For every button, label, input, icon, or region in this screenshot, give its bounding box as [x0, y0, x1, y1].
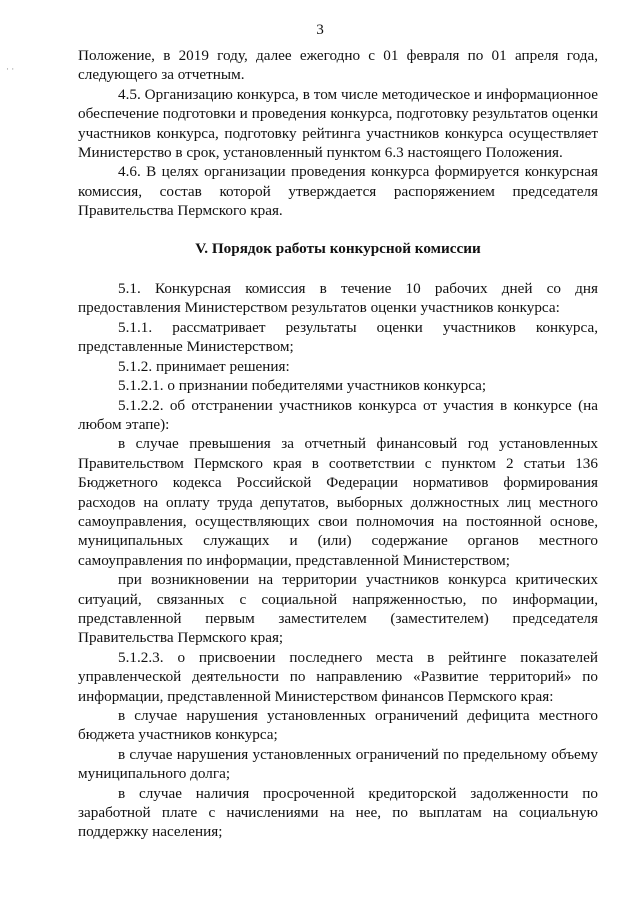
paragraphs-after-heading: [78, 279, 598, 842]
paragraph: 5.1.2.2. об отстранении участников конкурса от участия в конкурсе (на любом этапе):: [78, 396, 598, 433]
paragraph: 5.1.2. принимает решения:: [118, 357, 290, 375]
section-heading: V. Порядок работы конкурсной комиссии: [195, 239, 481, 257]
paragraph: в случае нарушения установленных ограничений дефицита местного бюджета участников конкурса;: [78, 707, 598, 744]
paragraph: в случае превышения за отчетный финансовый год установленных Правительством Пермского края в соответствии с пунктом 2 статьи 136 Бюджетного кодекса Российской Федерации нормативов формирования расходов на оплату труда депутатов, выборных должностных лиц местного самоуправления, осуществляющих свои полномочия на постоянной основе, муниципальных служащих и (или) содержание органов местного самоуправления по информации, представленной Министерством;: [78, 435, 598, 569]
paragraph: 5.1.1. рассматривает результаты оценки участников конкурса, представленные Министерством;: [78, 318, 598, 356]
page-number: 3: [316, 21, 324, 38]
document-body: [78, 46, 598, 842]
scan-artifact: · ·: [6, 64, 15, 74]
paragraph: 5.1.2.3. о присвоении последнего места в рейтинге показателей управленческой деятельности по направлению «Развитие территорий» по информации, представленной Министерством финансов Пермского края:: [78, 648, 598, 705]
paragraph: 5.1. Конкурсная комиссия в течение 10 рабочих дней со дня предоставления Министерством результатов оценки участников конкурса:: [78, 280, 598, 317]
paragraph: Положение, в 2019 году, далее ежегодно с 01 февраля по 01 апреля года, следующего за отчетным.: [78, 47, 598, 84]
paragraph: при возникновении на территории участников конкурса критических ситуаций, связанных с социальной напряженностью, по информации, представленной первым заместителем (заместителем) председателя Правительства Пермского края;: [78, 571, 598, 647]
paragraph: в случае наличия просроченной кредиторской задолженности по заработной плате с начислениями на нее, по выплатам на социальную поддержку населения;: [78, 784, 598, 841]
paragraph: 4.6. В целях организации проведения конкурса формируется конкурсная комиссия, состав которой утверждается распоряжением председателя Правительства Пермского края.: [78, 163, 598, 220]
paragraph: в случае нарушения установленных ограничений по предельному объему муниципального долга;: [78, 745, 598, 783]
paragraph: 5.1.2.1. о признании победителями участников конкурса;: [118, 377, 487, 395]
paragraph: 4.5. Организацию конкурса, в том числе методическое и информационное обеспечение подготовки и проведения конкурса, подготовку результатов оценки участников конкурса, подготовку рейтинга участников конкурса осуществляет Министерство в срок, установленный пунктом 6.3 настоящего Положения.: [78, 85, 598, 162]
paragraphs-before-heading: [78, 46, 598, 221]
